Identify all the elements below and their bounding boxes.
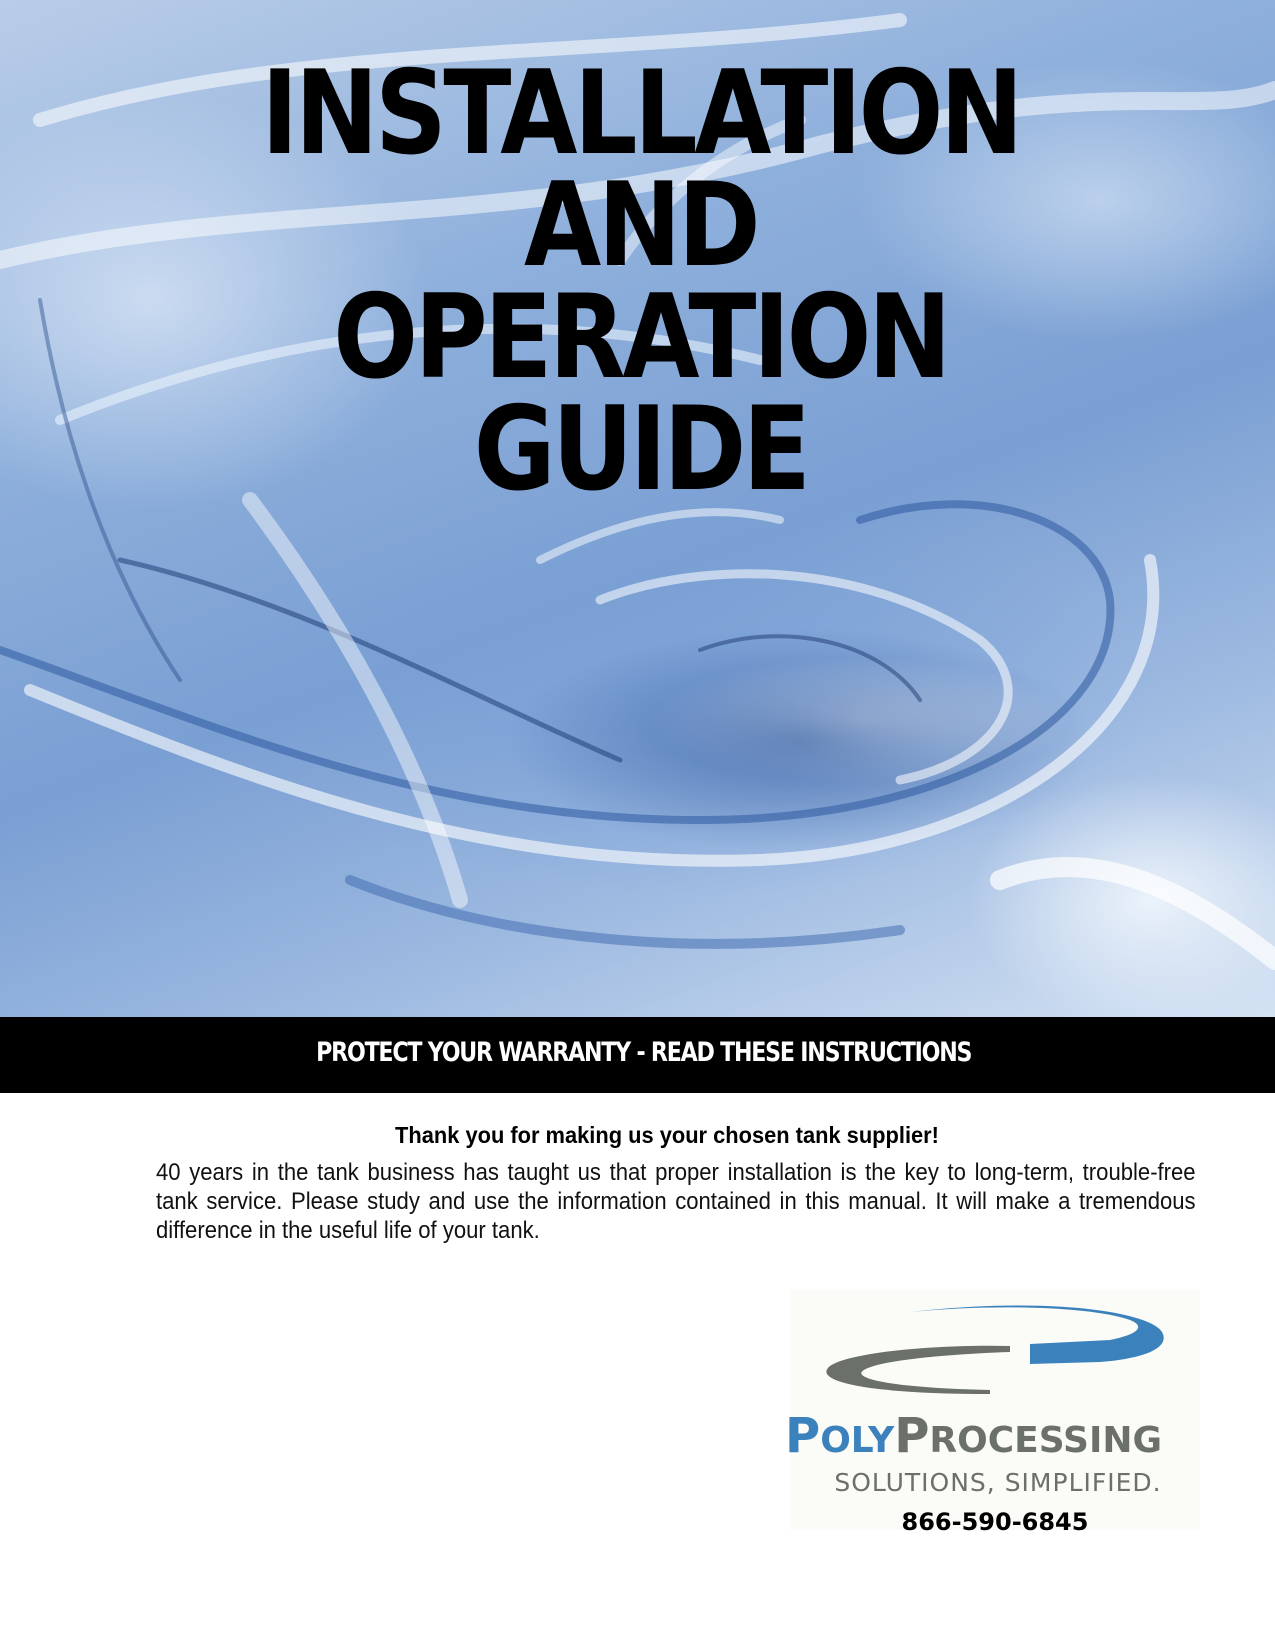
- thank-you-heading: Thank you for making us your chosen tank supplier!: [395, 1122, 939, 1148]
- intro-paragraph: 40 years in the tank business has taught us that proper installation is the key to long-term, trouble-free tank service. Please study and use the information contained in this manual. It will make a tremendous difference in the useful life of your tank.: [156, 1159, 1196, 1244]
- phone-number: 866-590-6845: [901, 1508, 1089, 1536]
- brand-poly-rest: OLY: [820, 1420, 895, 1461]
- brand-tagline: SOLUTIONS, SIMPLIFIED.: [834, 1468, 1162, 1497]
- warranty-banner-text: PROTECT YOUR WARRANTY - READ THESE INSTRUCTIONS: [316, 1037, 972, 1068]
- warranty-banner: [0, 1017, 1275, 1093]
- brand-name: [785, 1408, 1205, 1464]
- title-line-1: INSTALLATION: [261, 46, 1021, 181]
- title-line-3: OPERATION: [333, 270, 949, 405]
- logo-swoosh-icon: [790, 1290, 1200, 1410]
- title-line-2: AND: [524, 158, 758, 293]
- page-title: [92, 46, 1189, 517]
- brand-processing-rest: ROCESSING: [929, 1420, 1163, 1461]
- title-line-4: GUIDE: [473, 382, 808, 517]
- brand-poly-cap: P: [785, 1408, 821, 1464]
- brand-processing-cap: P: [894, 1408, 930, 1464]
